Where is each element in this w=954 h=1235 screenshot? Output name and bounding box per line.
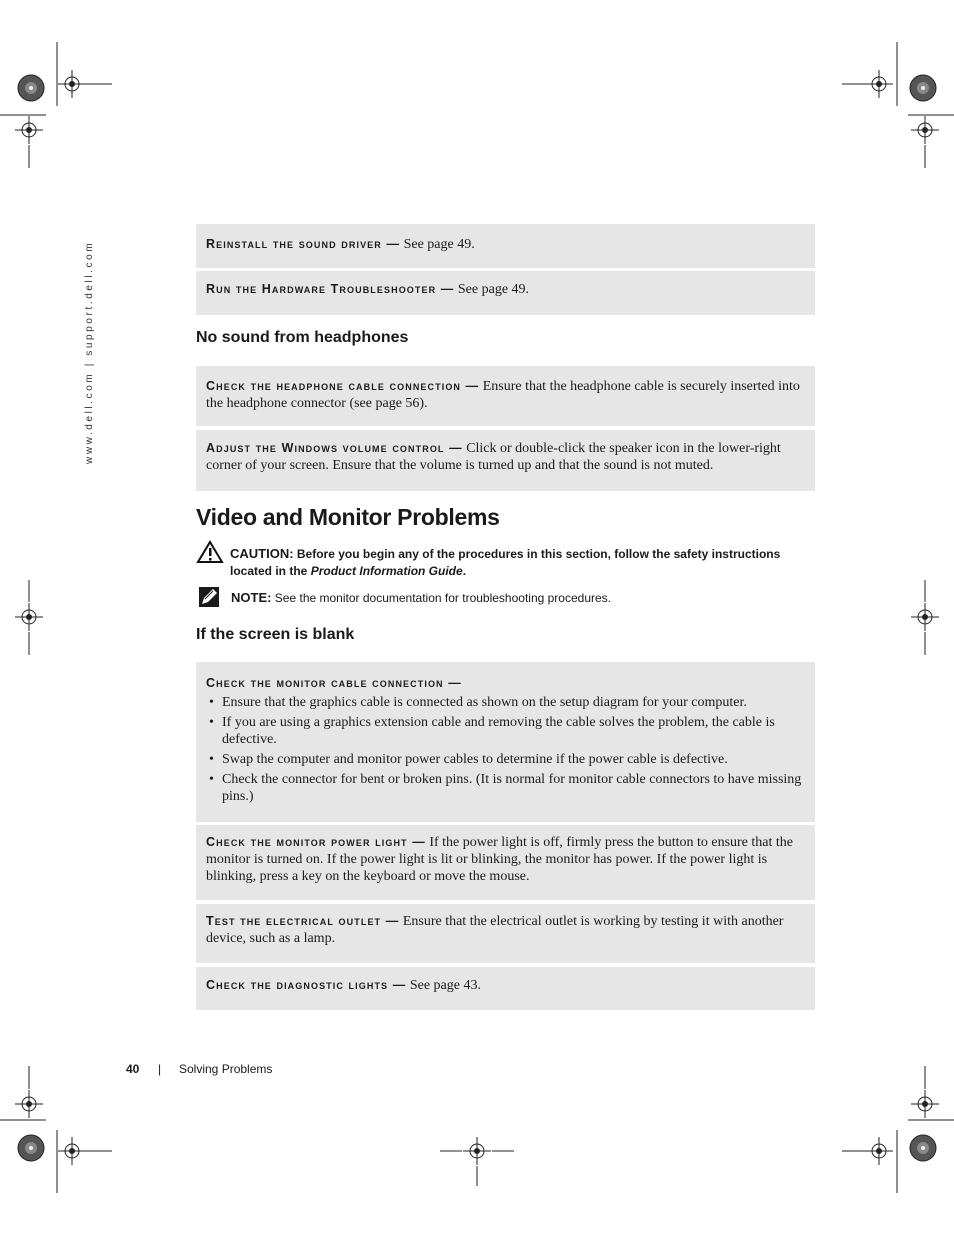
tip-box-diagnostic	[196, 967, 815, 1010]
tip-box-headphone-cable	[196, 366, 815, 426]
tip-lead: Check the monitor cable connection —	[206, 676, 462, 690]
page-number: 40	[126, 1062, 140, 1076]
page-title: Video and Monitor Problems	[196, 504, 500, 530]
crosshair-icon	[911, 603, 939, 631]
note-pencil-icon	[199, 587, 219, 607]
tip-box-monitor-cable	[196, 662, 815, 822]
caution-guide: Product Information Guide	[310, 564, 463, 578]
tip-lead: Check the monitor power light —	[206, 835, 426, 849]
section-heading: No sound from headphones	[196, 329, 409, 346]
tip-box-volume	[196, 430, 815, 491]
note-label: NOTE:	[231, 590, 272, 605]
caution-label: CAUTION:	[230, 546, 294, 561]
crosshair-icon	[463, 1137, 491, 1165]
note-block	[231, 590, 811, 606]
tip-text: See page 49.	[457, 282, 530, 297]
list-item: • Ensure that the graphics cable is connected as shown on the setup diagram for your computer.	[206, 694, 805, 711]
tip-lead: Check the headphone cable connection —	[206, 379, 480, 393]
tip-text: See page 43.	[409, 978, 481, 993]
star-target-icon	[910, 1135, 936, 1161]
star-target-icon	[18, 1135, 44, 1161]
footer-separator: |	[158, 1062, 162, 1076]
crosshair-icon	[911, 116, 939, 144]
tip-lead: Check the diagnostic lights —	[206, 978, 407, 992]
sidebar-url: www.dell.com | support.dell.com	[84, 240, 95, 464]
caution-text: Before you begin any of the procedures in this section, follow the safety instructions located in the	[230, 547, 781, 578]
tip-box-hardware	[196, 271, 815, 315]
crosshair-icon	[15, 1090, 43, 1118]
tip-text: If the power light is off, firmly press the button to ensure that the monitor is turned on. If the power light is lit or blinking, the monitor has power. If the power light is blinking, press a key on the keyboard or move the mouse.	[206, 835, 793, 884]
bullet-list	[206, 694, 805, 805]
list-item: • Swap the computer and monitor power cables to determine if the power cable is defective.	[206, 751, 805, 768]
tip-box-outlet	[196, 904, 815, 963]
crosshair-icon	[911, 1090, 939, 1118]
star-target-icon	[18, 75, 44, 101]
tip-lead: Run the Hardware Troubleshooter —	[206, 282, 455, 296]
tip-lead: Reinstall the sound driver —	[206, 237, 401, 251]
list-item: • Check the connector for bent or broken pins. (It is normal for monitor cable connectors to have missing pins.)	[206, 771, 805, 805]
tip-text: Click or double-click the speaker icon in the lower-right corner of your screen. Ensure that the volume is turned up and that the sound is not muted.	[206, 441, 781, 473]
crosshair-icon	[15, 116, 43, 144]
caution-block	[230, 545, 810, 580]
tip-text: Ensure that the headphone cable is securely inserted into the headphone connector (see page 56).	[206, 379, 800, 411]
list-item: • If you are using a graphics extension cable and removing the cable solves the problem, the cable is defective.	[206, 714, 805, 748]
star-target-icon	[910, 75, 936, 101]
warning-triangle-icon	[196, 540, 224, 564]
tip-box-reinstall	[196, 224, 815, 268]
tip-text: See page 49.	[403, 237, 475, 252]
crosshair-icon	[15, 603, 43, 631]
note-text: See the monitor documentation for troubleshooting procedures.	[274, 591, 612, 605]
tip-lead: Adjust the Windows volume control —	[206, 441, 463, 455]
caution-end: .	[462, 564, 467, 578]
tip-text: Ensure that the electrical outlet is working by testing it with another device, such as a lamp.	[206, 914, 784, 946]
section-heading: If the screen is blank	[196, 626, 355, 643]
tip-box-power-light	[196, 825, 815, 900]
tip-lead: Test the electrical outlet —	[206, 914, 400, 928]
footer-chapter: Solving Problems	[179, 1062, 273, 1076]
